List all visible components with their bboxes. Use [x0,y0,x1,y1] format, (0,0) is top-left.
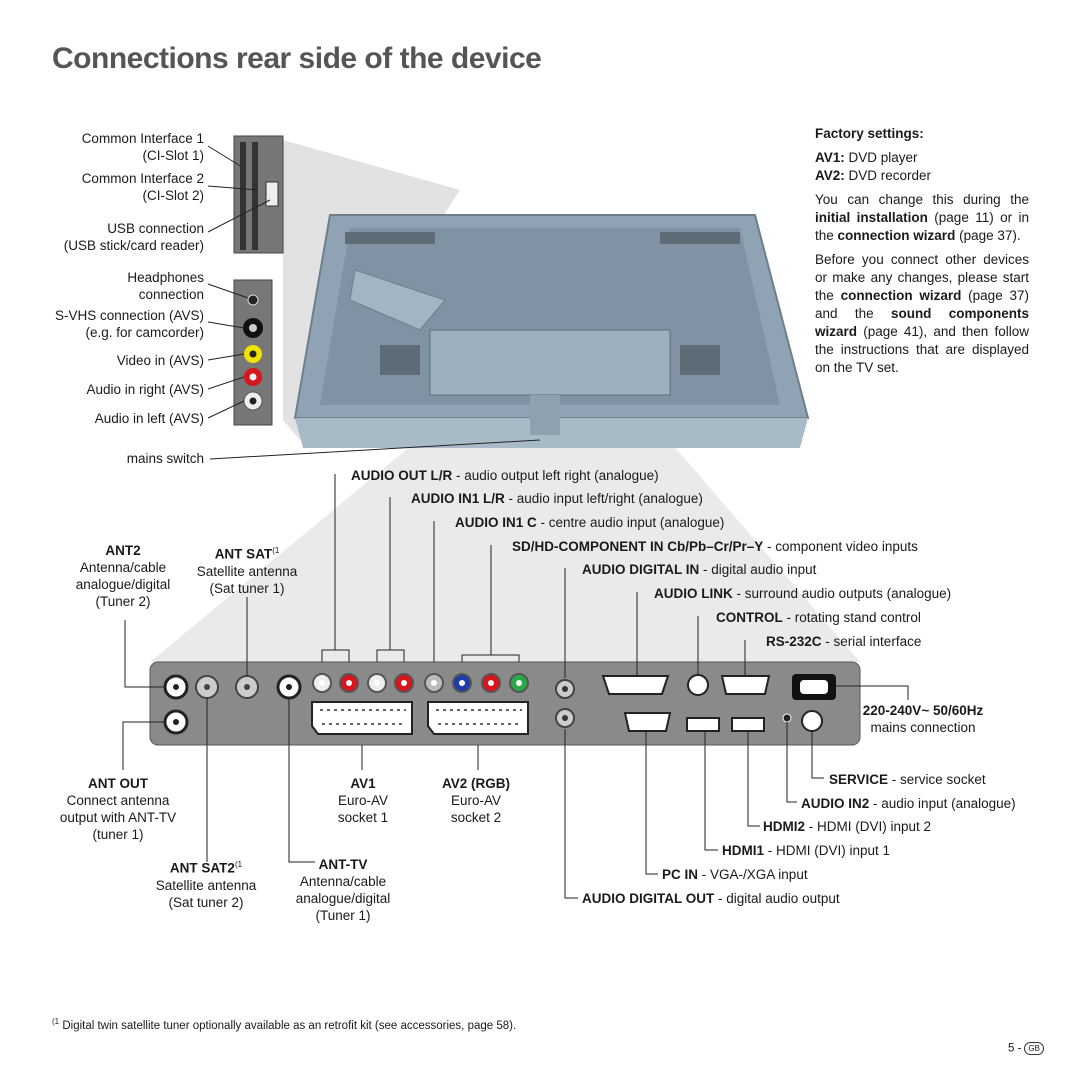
audio-in1-lr-label: AUDIO IN1 L/R - audio input left/right (analogue) [411,491,703,506]
factory-settings-box [815,125,1029,383]
service-label: SERVICE - service socket [829,772,986,787]
ci1-label: Common Interface 1 (CI-Slot 1) [81,131,204,163]
control-label: CONTROL - rotating stand control [716,610,921,625]
ant-sat2-label: ANT SAT2$^{(1}$ Satellite antenna (Sat tuner 2) [155,860,257,910]
audio-digital-in-label: AUDIO DIGITAL IN - digital audio input [582,562,817,577]
av2-value: DVD recorder [848,168,932,183]
usb-label: USB connection (USB stick/card reader) [63,221,204,253]
av2-socket-label: AV2 (RGB) Euro-AV socket 2 [441,776,510,825]
page-number: 5 - GB [1008,1042,1044,1055]
av1-socket-label: AV1 Euro-AV socket 1 [337,776,389,825]
audio-link-label: AUDIO LINK - surround audio outputs (analogue) [654,586,952,601]
factory-paragraph-1: You can change this during the initial installation (page 11) or in the connection wizard (page 37). [815,192,1029,243]
audio-left-label: Audio in left (AVS) [94,411,204,426]
ant-tv-label: ANT-TV Antenna/cable analogue/digital (Tuner 1) [295,857,391,923]
hdmi2-label: HDMI2 - HDMI (DVI) input 2 [763,819,932,834]
video-in-label: Video in (AVS) [116,353,204,368]
factory-paragraph-2: Before you connect other devices or make any changes, please start the connection wizard (page 37) and the sound components wizard (page 41), and then follow the instructions that are displayed on the TV set. [815,252,1029,375]
component-in-label: SD/HD-COMPONENT IN Cb/Pb–Cr/Pr–Y - component video inputs [512,539,918,554]
headphones-label: Headphones connection [127,270,204,302]
audio-in1-c-label: AUDIO IN1 C - centre audio input (analogue) [455,515,725,530]
main-connector-panel [150,662,860,745]
svhs-label: S-VHS connection (AVS) (e.g. for camcorder) [54,308,204,340]
page-title: Connections rear side of the device [52,42,542,75]
audio-out-label: AUDIO OUT L/R - audio output left right (analogue) [351,468,659,483]
footnote: $^{(1}$ Digital twin satellite tuner optionally available as an retrofit kit (see accessories, page 58). [52,1017,517,1032]
mains-switch-label: mains switch [126,451,204,466]
side-connector-panel [234,136,283,425]
av1-value: DVD player [848,150,918,165]
hdmi1-label: HDMI1 - HDMI (DVI) input 1 [722,843,891,858]
av1-key: AV1: [815,150,845,165]
pc-in-label: PC IN - VGA-/XGA input [662,867,808,882]
ant-out-label: ANT OUT Connect antenna output with ANT-TV (tuner 1) [59,776,177,842]
ci2-label: Common Interface 2 (CI-Slot 2) [81,171,204,203]
audio-right-label: Audio in right (AVS) [86,382,204,397]
rs232-label: RS-232C - serial interface [766,634,922,649]
ant-sat-label: ANT SAT$^{(1}$ Satellite antenna (Sat tuner 1) [196,546,298,596]
av2-key: AV2: [815,168,845,183]
factory-heading: Factory settings: [815,126,924,141]
audio-digital-out-label: AUDIO DIGITAL OUT - digital audio output [582,891,840,906]
audio-in2-label: AUDIO IN2 - audio input (analogue) [801,796,1016,811]
mains-connection-label: 220-240V~ 50/60Hz mains connection [862,703,984,735]
country-badge: GB [1024,1042,1044,1055]
tv-rear-view [295,215,808,448]
ant2-label: ANT2 Antenna/cable analogue/digital (Tuner 2) [75,543,171,609]
